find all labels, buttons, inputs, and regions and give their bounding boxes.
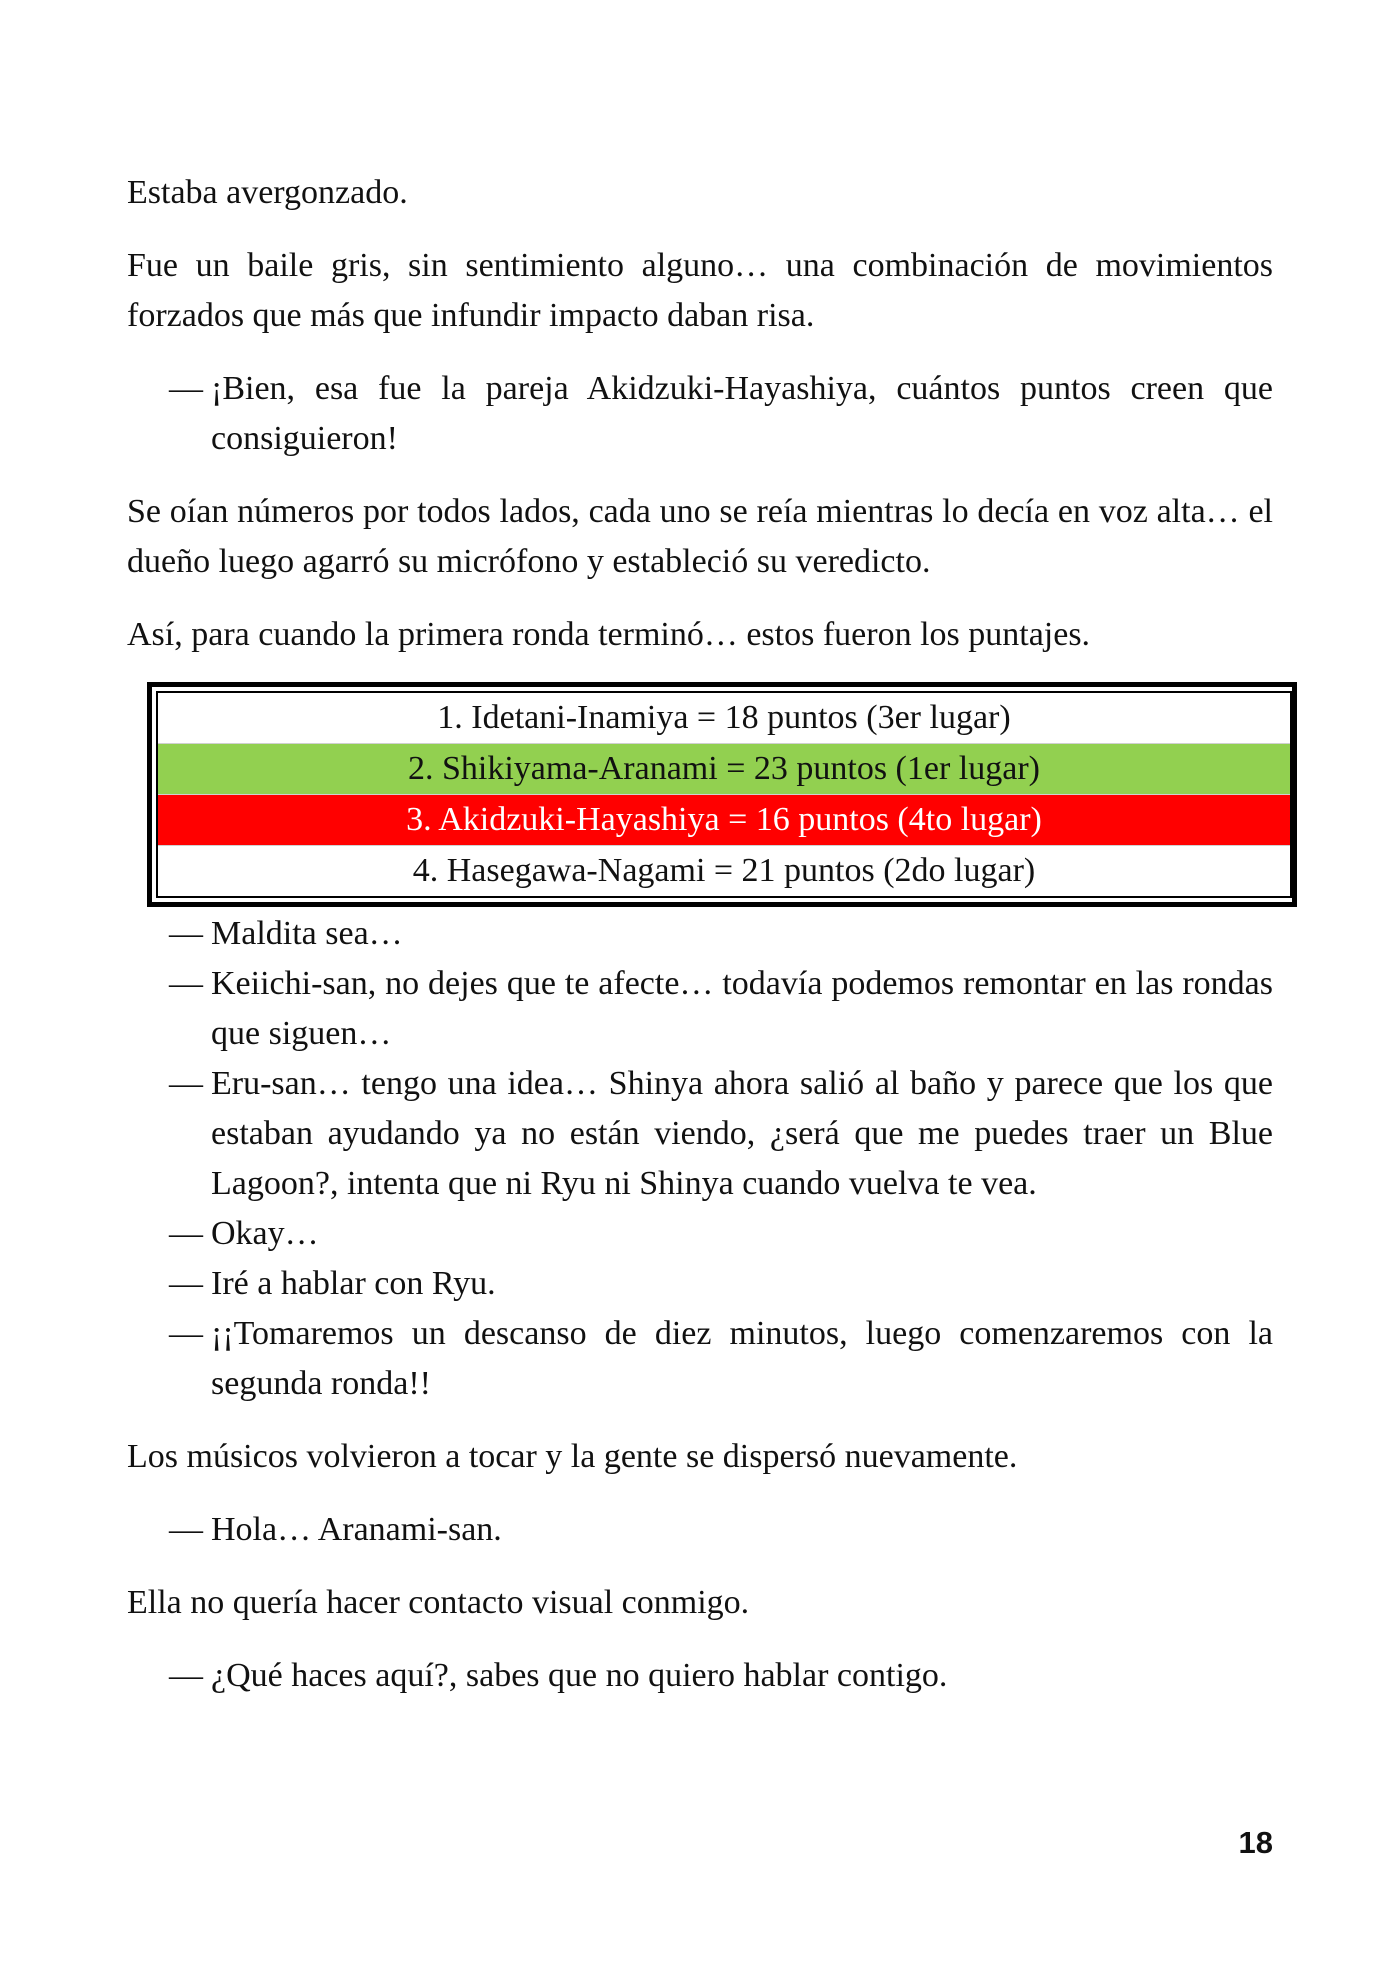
paragraph: Ella no quería hacer contacto visual conmigo. — [127, 1584, 750, 1621]
dialog-line — [127, 1209, 1273, 1259]
dialog-list — [127, 909, 1273, 1409]
dialog-dash: — — [169, 1265, 203, 1302]
paragraph: Fue un baile gris, sin sentimiento alguno… una combinación de movimientos forzados que más que infundir impacto daban risa. — [127, 247, 1273, 334]
dialog-text: ¡Bien, esa fue la pareja Akidzuki-Hayashiya, cuántos puntos creen que consiguieron! — [211, 370, 1273, 457]
dialog-dash: — — [169, 1511, 203, 1548]
dialog-text: ¿Qué haces aquí?, sabes que no quiero hablar contigo. — [211, 1657, 948, 1694]
dialog-dash: — — [169, 370, 203, 407]
score-row: 4. Hasegawa-Nagami = 21 puntos (2do lugar) — [158, 845, 1290, 896]
paragraph: Se oían números por todos lados, cada uno se reía mientras lo decía en voz alta… el dueño luego agarró su micrófono y estableció su veredicto. — [127, 493, 1273, 580]
dialog-dash: — — [169, 965, 203, 1002]
dialog-line — [127, 1059, 1273, 1209]
dialog-dash: — — [169, 1315, 203, 1352]
score-table — [156, 691, 1292, 898]
dialog-line — [127, 909, 1273, 959]
dialog-dash: — — [169, 915, 203, 952]
dialog-text: Hola… Aranami-san. — [211, 1511, 502, 1548]
dialog-line — [127, 1259, 1273, 1309]
page-number: 18 — [1238, 1825, 1273, 1860]
dialog-dash: — — [169, 1657, 203, 1694]
dialog-text: Eru-san… tengo una idea… Shinya ahora salió al baño y parece que los que estaban ayudando ya no están viendo, ¿será que me puedes traer un Blue Lagoon?, intenta que ni Ryu ni Shinya cuando vuelva te vea. — [211, 1065, 1273, 1202]
score-row: 1. Idetani-Inamiya = 18 puntos (3er lugar) — [158, 693, 1290, 743]
dialog-dash: — — [169, 1065, 203, 1102]
dialog-text: Iré a hablar con Ryu. — [211, 1265, 496, 1302]
dialog-text: Okay… — [211, 1215, 319, 1252]
dialog-text: ¡¡Tomaremos un descanso de diez minutos, luego comenzaremos con la segunda ronda!! — [211, 1315, 1273, 1402]
dialog-line — [127, 1309, 1273, 1409]
dialog-text: Keiichi-san, no dejes que te afecte… todavía podemos remontar en las rondas que siguen… — [211, 965, 1273, 1052]
paragraph: Así, para cuando la primera ronda terminó… estos fueron los puntajes. — [127, 616, 1091, 653]
score-row: 3. Akidzuki-Hayashiya = 16 puntos (4to lugar) — [158, 794, 1290, 845]
paragraph: Estaba avergonzado. — [127, 174, 408, 211]
score-table-frame — [147, 682, 1297, 907]
dialog-line — [127, 959, 1273, 1059]
dialog-line — [127, 364, 1273, 464]
page-body — [127, 168, 1273, 1724]
dialog-dash: — — [169, 1215, 203, 1252]
paragraph: Los músicos volvieron a tocar y la gente se dispersó nuevamente. — [127, 1438, 1018, 1475]
score-row: 2. Shikiyama-Aranami = 23 puntos (1er lugar) — [158, 743, 1290, 794]
dialog-line — [127, 1505, 1273, 1555]
dialog-line — [127, 1651, 1273, 1701]
dialog-text: Maldita sea… — [211, 915, 403, 952]
